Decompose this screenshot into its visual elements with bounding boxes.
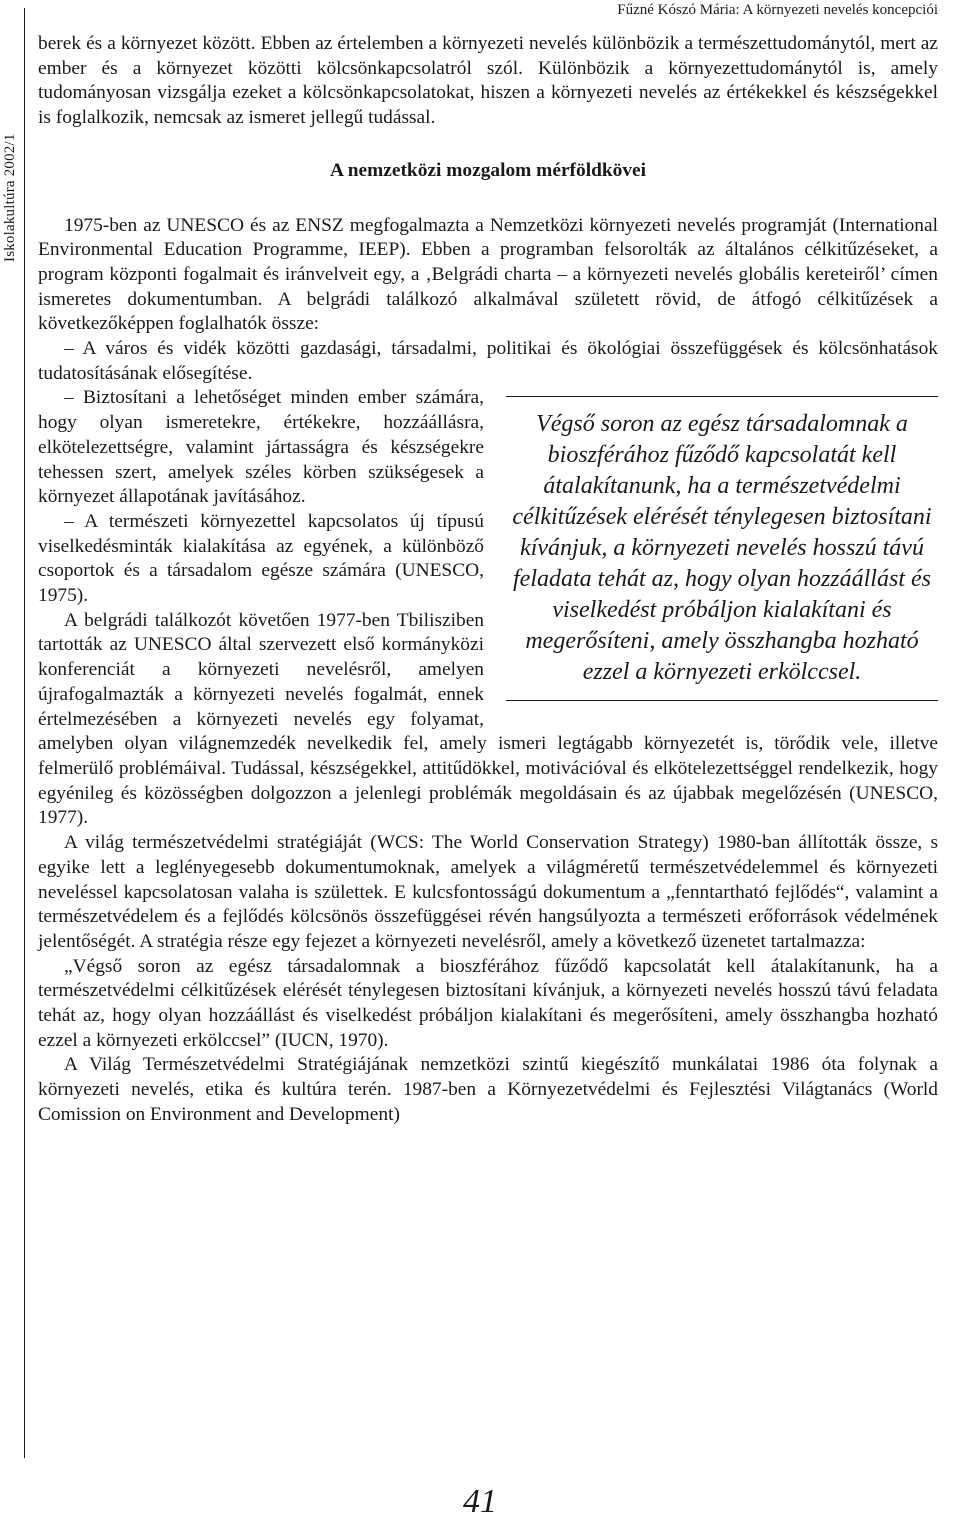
paragraph: berek és a környezet között. Ebben az értelemben a környezeti nevelés különbözik a természettudománytól, mert az ember és a környezet közötti kölcsönkapcsolatról szól. Különbözik a környezettudománytól is, amely tudományosan vizsgálja ezeket a kölcsönkapcsolatokat, hiszen a környezeti nevelés az értékekkel és készségekkel is foglalkozik, nemcsak az ismeret jellegű tudással. xyxy=(38,33,938,129)
side-rule xyxy=(24,8,25,1458)
running-head: Fűzné Kószó Mária: A környezeti nevelés koncepciói xyxy=(617,2,938,18)
section-title: A nemzetközi mozgalom mérföldkövei xyxy=(329,159,647,181)
paragraph: A Világ Természetvédelmi Stratégiájának nemzetközi szintű kiegészítő munkálatai 1986 óta folynak a környezeti nevelés, etika és kultúra terén. 1987-ben a Környezetvédelmi és Fejlesztési Világtanács (World Comission on Environment and Development) xyxy=(38,1054,938,1125)
article-body xyxy=(38,32,938,1128)
block-quote: „Végső soron az egész társadalomnak a bioszférához fűződő kapcsolatát kell átalakítanunk, ha a természetvédelmi célkitűzések elérését ténylegesen biztosítani kívánjuk, a környezeti nevelés hosszú távú feladata tehát az, hogy olyan hozzáállást és viselkedést próbáljon kialakítani és megerősíteni, amely összhangba hozható ezzel a környezeti erkölccsel” (IUCN, 1970). xyxy=(38,955,938,1051)
paragraph: A belgrádi találkozót követően 1977-ben Tbilisziben tartották az UNESCO által szervezett első kormányközi konferenciát a környezeti nevelésről, amelyen újrafogalmazták a környezeti nevelés fogalmát, ennek értelmezésében a környezeti nevelés egy folyamat, amelyben olyan világnemzedék nevelkedik fel, amely ismeri legtágabb környezetét is, törődik vele, illetve felmerülő problémáival. Tudással, készségekkel, attitűdökkel, motivációval és elkötelezettséggel rendelkezik, hogy egyénileg és közösségben dolgozzon a jelenlegi problémák megoldásain és az újabbak megelőzésén (UNESCO, 1977). xyxy=(38,609,938,829)
list-item: – Biztosítani a lehetőséget minden ember számára, hogy olyan ismeretekre, értékekre, hozzáállásra, elkötelezettségre, valamint jártasságra és készségekre tehessen szert, amelyek széles körben szükségesek a környezet állapotának javításához. xyxy=(38,387,484,508)
pull-quote: Végső soron az egész társadalomnak a bioszférához fűződő kapcsolatát kell átalakítanunk, ha a természetvédelmi célkitűzések elérését ténylegesen biztosítani kívánjuk, a környezeti nevelés hosszú távú feladata tehát az, hogy olyan hozzáállást és viselkedést próbáljon kialakítani és megerősíteni, amely összhangba hozható ezzel a környezeti erkölccsel. xyxy=(506,396,938,701)
paragraph: 1975-ben az UNESCO és az ENSZ megfogalmazta a Nemzetközi környezeti nevelés programját (International Environmental Education Programme, IEEP). Ebben a programban felsorolták az általános célkitűzéseket, a program központi fogalmait és iránvelveit egy, a ‚Belgrádi charta – a környezeti nevelés globális kereteiről’ címen ismeretes dokumentumban. A belgrádi találkozó alkalmával született rövid, de átfogó célkitűzések a következőképpen foglalhatók össze: xyxy=(38,214,938,335)
journal-side-label: Iskolakultúra 2002/1 xyxy=(2,133,18,262)
list-item: – A természeti környezettel kapcsolatos új típusú viselkedésminták kialakítása az egyének, a különböző csoportok és a társadalom egésze számára (UNESCO, 1975). xyxy=(38,510,484,607)
list-item: – A város és vidék közötti gazdasági, társadalmi, politikai és ökológiai összefüggések és kölcsönhatások tudatosításának elősegítése. xyxy=(38,338,938,384)
paragraph: A világ természetvédelmi stratégiáját (WCS: The World Conservation Strategy) 1980-ban állították össze, s egyike lett a leglényegesebb dokumentumoknak, amelyek a világméretű természetvédelemmel és környezeti neveléssel kapcsolatosan valaha is születtek. E kulcsfontosságú dokumentum a „fenntartható fejlődés“, valamint a természetvédelem és a fejlődés kölcsönös összefüggései révén hangsúlyozta a természeti erőforrások védelmének jelentőségét. A stratégia része egy fejezet a környezeti nevelésről, amely a következő üzenetet tartalmazza: xyxy=(38,832,938,952)
page-number: 41 xyxy=(463,1483,497,1520)
